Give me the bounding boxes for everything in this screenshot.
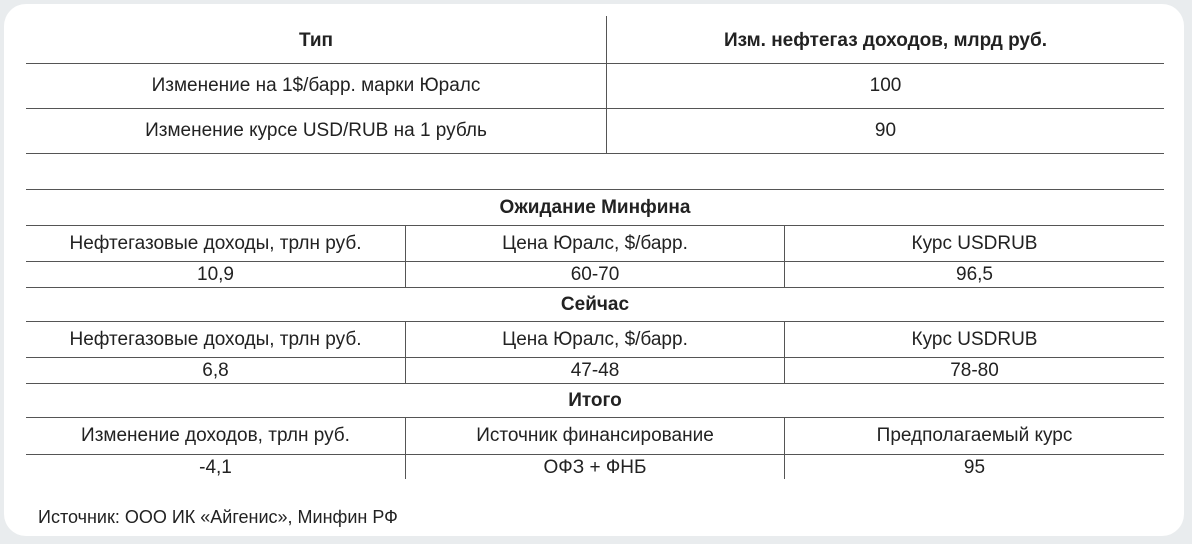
top-table-divider	[606, 16, 607, 153]
section-3-value-source: ОФЗ + ФНБ	[543, 456, 647, 478]
column-divider	[784, 418, 785, 479]
column-divider	[784, 322, 785, 383]
section-2-header-rate: Курс USDRUB	[911, 328, 1038, 350]
top-table-row-1-value: 100	[869, 75, 902, 96]
top-table-rule	[26, 153, 1164, 154]
section-1-header-price: Цена Юралс, $/барр.	[502, 232, 688, 254]
column-divider	[405, 418, 406, 479]
source-note: Источник: ООО ИК «Айгенис», Минфин РФ	[38, 506, 398, 527]
top-table-rule	[26, 108, 1164, 109]
top-table-header-type: Тип	[298, 30, 334, 51]
section-1-value-revenue: 10,9	[197, 263, 234, 285]
section-2-header-revenue: Нефтегазовые доходы, трлн руб.	[69, 328, 362, 350]
column-divider	[405, 322, 406, 383]
section-title-minfin: Ожидание Минфина	[499, 196, 691, 218]
top-table-row-2-type: Изменение курсе USD/RUB на 1 рубль	[145, 120, 487, 141]
section-1-value-price: 60-70	[570, 263, 620, 285]
section-3-header-change: Изменение доходов, трлн руб.	[81, 425, 350, 446]
top-table-row-1-type: Изменение на 1$/барр. марки Юралс	[151, 75, 481, 96]
top-table-rule	[26, 63, 1164, 64]
section-title-total: Итого	[568, 389, 622, 411]
section-2-value-revenue: 6,8	[202, 359, 229, 381]
section-1-header-revenue: Нефтегазовые доходы, трлн руб.	[69, 232, 362, 254]
section-3-header-rate: Предполагаемый курс	[876, 425, 1073, 446]
section-2-value-rate: 78-80	[950, 359, 999, 381]
section-3-header-source: Источник финансирование	[476, 425, 714, 446]
section-2-header-price: Цена Юралс, $/барр.	[502, 328, 688, 350]
section-3-value-rate: 95	[963, 456, 986, 478]
section-2-value-price: 47-48	[570, 359, 620, 381]
top-table-row-2-value: 90	[874, 120, 897, 141]
section-3-value-change: -4,1	[199, 456, 232, 478]
column-divider	[405, 226, 406, 287]
top-table-header-change: Изм. нефтегаз доходов, млрд руб.	[723, 30, 1048, 51]
section-1-value-rate: 96,5	[956, 263, 993, 285]
column-divider	[784, 226, 785, 287]
section-title-now: Сейчас	[560, 293, 630, 315]
section-1-header-rate: Курс USDRUB	[911, 232, 1038, 254]
